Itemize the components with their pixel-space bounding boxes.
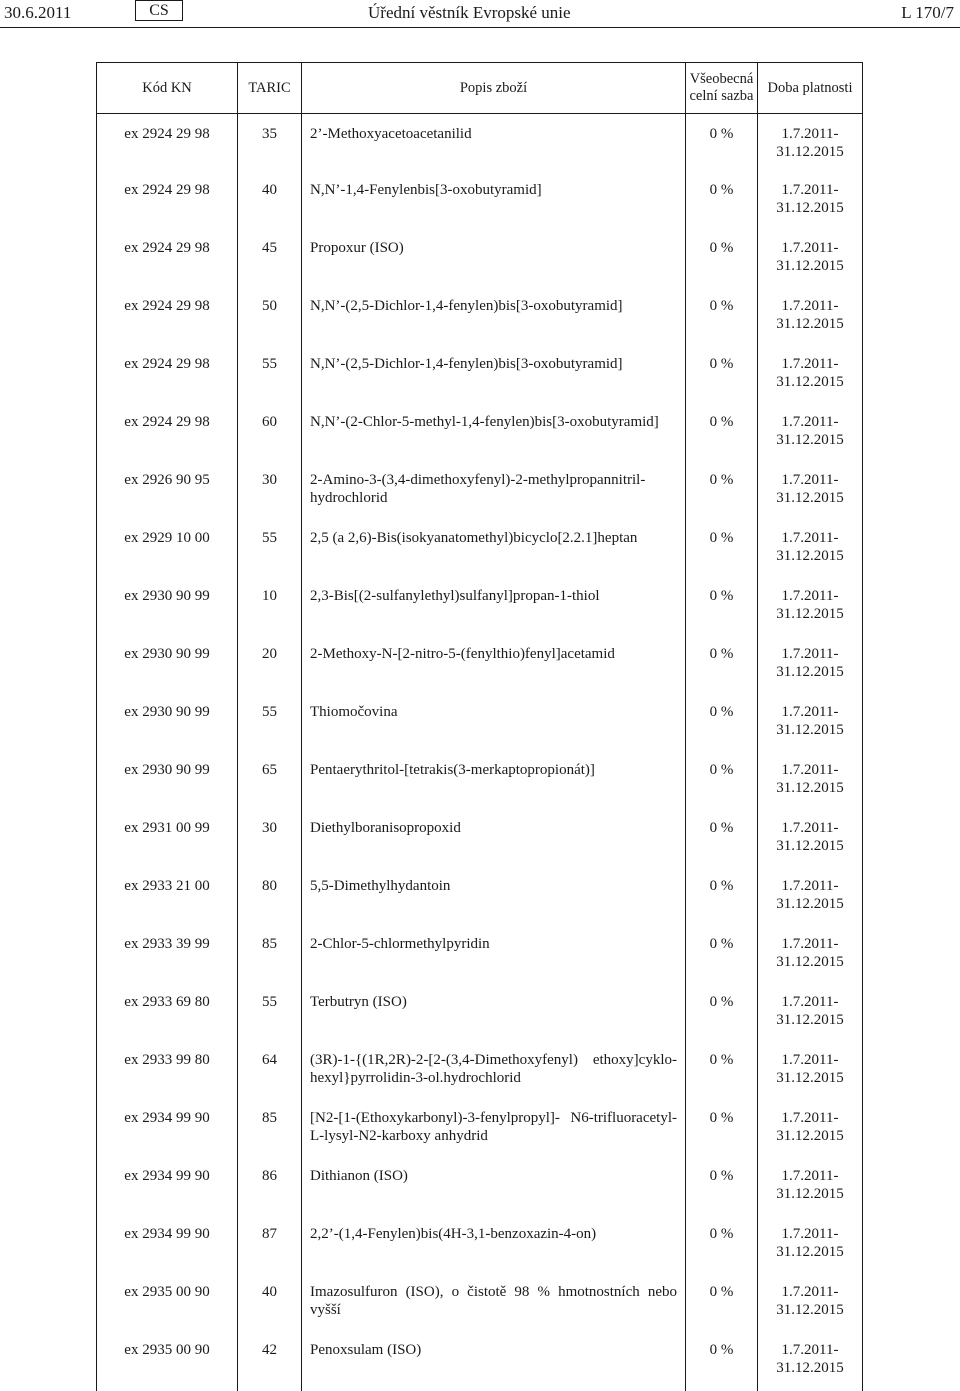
validity-to: 31.12.2015 [776, 431, 844, 448]
cell-description: Terbutryn (ISO) [302, 985, 686, 1043]
table-row [97, 289, 863, 347]
cell-kn-code: ex 2930 90 99 [97, 695, 238, 753]
cell-taric: 45 [238, 231, 302, 289]
cell-description: Thiomočovina [302, 695, 686, 753]
validity-from: 1.7.2011- [781, 413, 839, 430]
cell-validity [758, 289, 863, 347]
validity-from: 1.7.2011- [781, 703, 839, 720]
cell-taric: 55 [238, 695, 302, 753]
table-row [97, 927, 863, 985]
cell-kn-code: ex 2924 29 98 [97, 231, 238, 289]
validity-from: 1.7.2011- [781, 935, 839, 952]
cell-description: Penoxsulam (ISO) [302, 1333, 686, 1391]
cell-duty-rate: 0 % [686, 1275, 758, 1333]
cell-duty-rate: 0 % [686, 1333, 758, 1391]
cell-duty-rate: 0 % [686, 811, 758, 869]
column-header-validity: Doba platnosti [758, 63, 863, 114]
validity-from: 1.7.2011- [781, 297, 839, 314]
table-row [97, 405, 863, 463]
cell-taric: 55 [238, 347, 302, 405]
table-row [97, 811, 863, 869]
cell-description: Dithianon (ISO) [302, 1159, 686, 1217]
validity-from: 1.7.2011- [781, 1341, 839, 1358]
cell-validity [758, 231, 863, 289]
cell-kn-code: ex 2933 69 80 [97, 985, 238, 1043]
table-row [97, 869, 863, 927]
validity-to: 31.12.2015 [776, 1243, 844, 1260]
validity-from: 1.7.2011- [781, 993, 839, 1010]
validity-from: 1.7.2011- [781, 529, 839, 546]
validity-from: 1.7.2011- [781, 239, 839, 256]
cell-duty-rate: 0 % [686, 1043, 758, 1101]
validity-to: 31.12.2015 [776, 895, 844, 912]
table-row [97, 753, 863, 811]
cell-validity [758, 753, 863, 811]
cell-taric: 64 [238, 1043, 302, 1101]
validity-to: 31.12.2015 [776, 1185, 844, 1202]
column-header-kn: Kód KN [97, 63, 238, 114]
cell-validity [758, 811, 863, 869]
validity-to: 31.12.2015 [776, 721, 844, 738]
table-row [97, 1043, 863, 1101]
validity-to: 31.12.2015 [776, 373, 844, 390]
column-header-description: Popis zboží [302, 63, 686, 114]
validity-from: 1.7.2011- [781, 761, 839, 778]
validity-to: 31.12.2015 [776, 315, 844, 332]
table-row [97, 231, 863, 289]
cell-validity [758, 1275, 863, 1333]
column-header-rate-line2: celní sazba [689, 88, 754, 104]
cell-duty-rate: 0 % [686, 114, 758, 173]
cell-taric: 30 [238, 463, 302, 521]
table-row [97, 1217, 863, 1275]
cell-description: 5,5-Dimethylhydantoin [302, 869, 686, 927]
cell-validity [758, 114, 863, 173]
cell-duty-rate: 0 % [686, 985, 758, 1043]
cell-description: [N2-[1-(Ethoxykarbonyl)-3-fenylpropyl]- N6-trifluoracetyl-L-lysyl-N2-karboxy anhydrid [302, 1101, 686, 1159]
table-row [97, 579, 863, 637]
cell-validity [758, 927, 863, 985]
validity-from: 1.7.2011- [781, 645, 839, 662]
cell-taric: 55 [238, 985, 302, 1043]
cell-description: (3R)-1-{(1R,2R)-2-[2-(3,4-Dimethoxyfenyl) ethoxy]cyklo-hexyl}pyrrolidin-3-ol.hydrochlorid [302, 1043, 686, 1101]
publication-date: 30.6.2011 [4, 3, 72, 22]
cell-taric: 42 [238, 1333, 302, 1391]
cell-kn-code: ex 2924 29 98 [97, 405, 238, 463]
header-rule [0, 27, 960, 28]
cell-duty-rate: 0 % [686, 1217, 758, 1275]
validity-to: 31.12.2015 [776, 199, 844, 216]
cell-kn-code: ex 2933 21 00 [97, 869, 238, 927]
cell-validity [758, 695, 863, 753]
cell-validity [758, 521, 863, 579]
cell-taric: 10 [238, 579, 302, 637]
table-row [97, 521, 863, 579]
validity-from: 1.7.2011- [781, 1283, 839, 1300]
cell-duty-rate: 0 % [686, 347, 758, 405]
validity-to: 31.12.2015 [776, 144, 844, 160]
validity-to: 31.12.2015 [776, 837, 844, 854]
validity-from: 1.7.2011- [781, 1225, 839, 1242]
cell-validity [758, 1159, 863, 1217]
cell-kn-code: ex 2930 90 99 [97, 753, 238, 811]
validity-to: 31.12.2015 [776, 1069, 844, 1086]
cell-kn-code: ex 2924 29 98 [97, 114, 238, 173]
column-header-rate [686, 63, 758, 114]
page-number: L 170/7 [901, 3, 954, 22]
table-row [97, 985, 863, 1043]
language-badge: CS [135, 0, 183, 21]
table-header-row [97, 63, 863, 114]
cell-description: N,N’-1,4-Fenylenbis[3-oxobutyramid] [302, 173, 686, 231]
validity-to: 31.12.2015 [776, 779, 844, 796]
table-row [97, 637, 863, 695]
cell-duty-rate: 0 % [686, 637, 758, 695]
cell-duty-rate: 0 % [686, 463, 758, 521]
cell-description: 2,2’-(1,4-Fenylen)bis(4H-3,1-benzoxazin-4-on) [302, 1217, 686, 1275]
validity-from: 1.7.2011- [781, 181, 839, 198]
cell-taric: 50 [238, 289, 302, 347]
cell-kn-code: ex 2930 90 99 [97, 579, 238, 637]
cell-description: Propoxur (ISO) [302, 231, 686, 289]
validity-to: 31.12.2015 [776, 547, 844, 564]
table-row [97, 1275, 863, 1333]
cell-duty-rate: 0 % [686, 869, 758, 927]
table-row [97, 695, 863, 753]
cell-duty-rate: 0 % [686, 579, 758, 637]
column-header-taric: TARIC [238, 63, 302, 114]
validity-from: 1.7.2011- [781, 1109, 839, 1126]
cell-duty-rate: 0 % [686, 1159, 758, 1217]
table-row [97, 173, 863, 231]
cell-description: 2-Amino-3-(3,4-dimethoxyfenyl)-2-methylpropannitril-hydrochlorid [302, 463, 686, 521]
cell-kn-code: ex 2935 00 90 [97, 1275, 238, 1333]
cell-taric: 65 [238, 753, 302, 811]
cell-validity [758, 637, 863, 695]
cell-kn-code: ex 2934 99 90 [97, 1159, 238, 1217]
table-row [97, 114, 863, 173]
validity-from: 1.7.2011- [781, 1167, 839, 1184]
validity-from: 1.7.2011- [781, 126, 839, 142]
validity-to: 31.12.2015 [776, 605, 844, 622]
cell-duty-rate: 0 % [686, 753, 758, 811]
validity-from: 1.7.2011- [781, 587, 839, 604]
cell-description: 2-Chlor-5-chlormethylpyridin [302, 927, 686, 985]
validity-to: 31.12.2015 [776, 663, 844, 680]
cell-description: 2-Methoxy-N-[2-nitro-5-(fenylthio)fenyl]acetamid [302, 637, 686, 695]
cell-duty-rate: 0 % [686, 521, 758, 579]
cell-description: Pentaerythritol-[tetrakis(3-merkaptopropionát)] [302, 753, 686, 811]
cell-kn-code: ex 2933 99 80 [97, 1043, 238, 1101]
table-row [97, 347, 863, 405]
cell-kn-code: ex 2924 29 98 [97, 347, 238, 405]
cell-taric: 85 [238, 927, 302, 985]
cell-validity [758, 405, 863, 463]
cell-description: 2,3-Bis[(2-sulfanylethyl)sulfanyl]propan-1-thiol [302, 579, 686, 637]
cell-taric: 55 [238, 521, 302, 579]
validity-to: 31.12.2015 [776, 257, 844, 274]
cell-taric: 87 [238, 1217, 302, 1275]
cell-taric: 80 [238, 869, 302, 927]
cell-duty-rate: 0 % [686, 173, 758, 231]
validity-from: 1.7.2011- [781, 819, 839, 836]
cell-kn-code: ex 2934 99 90 [97, 1217, 238, 1275]
cell-validity [758, 1101, 863, 1159]
cell-validity [758, 869, 863, 927]
validity-to: 31.12.2015 [776, 1127, 844, 1144]
page-header [0, 0, 960, 30]
cell-description: Imazosulfuron (ISO), o čistotě 98 % hmotnostních nebo vyšší [302, 1275, 686, 1333]
cell-taric: 35 [238, 114, 302, 173]
validity-to: 31.12.2015 [776, 953, 844, 970]
cell-duty-rate: 0 % [686, 231, 758, 289]
cell-validity [758, 579, 863, 637]
table-row [97, 1159, 863, 1217]
cell-taric: 60 [238, 405, 302, 463]
table-row [97, 1333, 863, 1391]
cell-validity [758, 347, 863, 405]
validity-to: 31.12.2015 [776, 1359, 844, 1376]
cell-kn-code: ex 2934 99 90 [97, 1101, 238, 1159]
cell-kn-code: ex 2926 90 95 [97, 463, 238, 521]
column-header-rate-line1: Všeobecná [689, 71, 754, 87]
cell-validity [758, 1217, 863, 1275]
cell-validity [758, 173, 863, 231]
cell-duty-rate: 0 % [686, 405, 758, 463]
cell-kn-code: ex 2924 29 98 [97, 173, 238, 231]
validity-from: 1.7.2011- [781, 355, 839, 372]
cell-description: Diethylboranisopropoxid [302, 811, 686, 869]
cell-taric: 30 [238, 811, 302, 869]
cell-validity [758, 1333, 863, 1391]
cell-taric: 40 [238, 1275, 302, 1333]
cell-duty-rate: 0 % [686, 289, 758, 347]
cell-validity [758, 463, 863, 521]
table-row [97, 1101, 863, 1159]
cell-description: N,N’-(2-Chlor-5-methyl-1,4-fenylen)bis[3-oxobutyramid] [302, 405, 686, 463]
cell-description: 2,5 (a 2,6)-Bis(isokyanatomethyl)bicyclo[2.2.1]heptan [302, 521, 686, 579]
cell-duty-rate: 0 % [686, 1101, 758, 1159]
validity-from: 1.7.2011- [781, 1051, 839, 1068]
cell-description: N,N’-(2,5-Dichlor-1,4-fenylen)bis[3-oxobutyramid] [302, 289, 686, 347]
table-body [97, 114, 863, 1391]
cell-validity [758, 985, 863, 1043]
validity-to: 31.12.2015 [776, 489, 844, 506]
cell-description: 2’-Methoxyacetoacetanilid [302, 114, 686, 173]
cell-kn-code: ex 2929 10 00 [97, 521, 238, 579]
cell-taric: 20 [238, 637, 302, 695]
cell-kn-code: ex 2931 00 99 [97, 811, 238, 869]
validity-to: 31.12.2015 [776, 1301, 844, 1318]
cell-validity [758, 1043, 863, 1101]
cell-duty-rate: 0 % [686, 927, 758, 985]
validity-from: 1.7.2011- [781, 471, 839, 488]
cell-kn-code: ex 2933 39 99 [97, 927, 238, 985]
cell-kn-code: ex 2924 29 98 [97, 289, 238, 347]
tariff-table [96, 62, 863, 1391]
cell-description: N,N’-(2,5-Dichlor-1,4-fenylen)bis[3-oxobutyramid] [302, 347, 686, 405]
table-row [97, 463, 863, 521]
cell-kn-code: ex 2930 90 99 [97, 637, 238, 695]
cell-duty-rate: 0 % [686, 695, 758, 753]
cell-taric: 85 [238, 1101, 302, 1159]
cell-taric: 86 [238, 1159, 302, 1217]
validity-from: 1.7.2011- [781, 877, 839, 894]
validity-to: 31.12.2015 [776, 1011, 844, 1028]
cell-taric: 40 [238, 173, 302, 231]
cell-kn-code: ex 2935 00 90 [97, 1333, 238, 1391]
journal-title: Úřední věstník Evropské unie [368, 3, 571, 22]
